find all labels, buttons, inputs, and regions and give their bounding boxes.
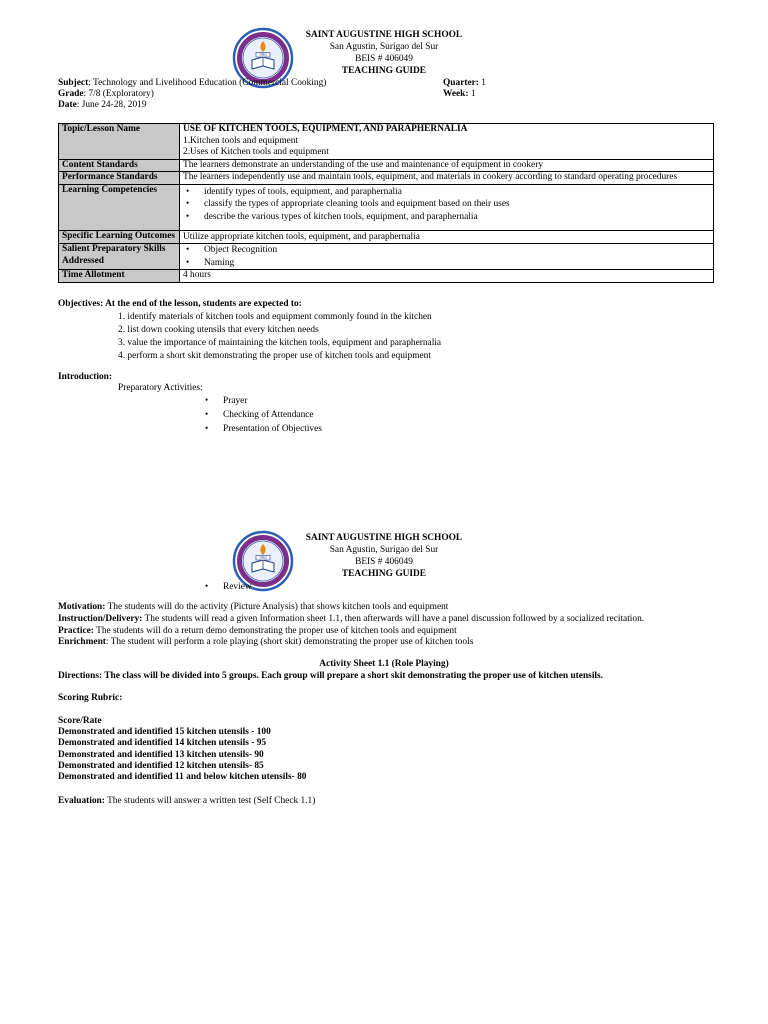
school-name: SAINT AUGUSTINE HIGH SCHOOL [305,533,463,543]
content-standards-value: The learners demonstrate an understanding of the use and maintenance of equipment in cookery [180,159,714,172]
table-row [59,159,714,172]
learning-competencies-list [180,184,714,230]
learning-competencies-label: Learning Competencies [59,184,180,230]
time-allotment-value: 4 hours [180,270,714,283]
rubric-item: Demonstrated and identified 12 kitchen utensils- 85 [58,761,264,771]
table-row [59,172,714,185]
school-address: San Agustin, Surigao del Sur [329,42,439,52]
learning-outcomes-value: Utilize appropriate kitchen tools, equipment, and paraphernalia [180,230,714,244]
table-row [59,124,714,160]
evaluation-line: Evaluation: The students will answer a written test (Self Check 1.1) [58,796,316,806]
svg-text:1961: 1961 [259,555,267,561]
objective-item: 4. perform a short skit demonstrating the proper use of kitchen tools and equipment [118,351,431,361]
topic-subitem: 1.Kitchen tools and equipment [183,135,299,146]
table-row [59,230,714,244]
list-item: • Checking of Attendance [205,408,314,421]
list-item: • identify types of tools, equipment, and paraphernalia [186,186,710,199]
grade-line: Grade: 7/8 (Exploratory) [58,89,154,99]
table-row [59,184,714,230]
lesson-details-table [58,123,714,283]
objective-item: 3. value the importance of maintaining the kitchen tools, equipment and paraphernalia [118,338,442,348]
rubric-item: Demonstrated and identified 14 kitchen utensils - 95 [58,738,267,748]
week-line: Week: 1 [443,89,476,99]
objective-item: 2. list down cooking utensils that every kitchen needs [118,325,319,335]
objective-item: 1. identify materials of kitchen tools and equipment commonly found in the kitchen [118,312,432,322]
quarter-line: Quarter: 1 [443,78,486,88]
subject-line: Subject: Technology and Livelihood Education (Commercial Cooking) [58,78,327,88]
list-item: • Presentation of Objectives [205,422,322,435]
performance-standards-value: The learners independently use and maintain tools, equipment, and materials in cookery according to standard operating procedures [180,172,714,185]
rubric-item: Demonstrated and identified 15 kitchen utensils - 100 [58,727,271,737]
practice-line: Practice: The students will do a return demo demonstrating the proper use of kitchen tools and equipment [58,626,457,636]
rubric-item: Demonstrated and identified 13 kitchen utensils- 90 [58,750,264,760]
time-allotment-label: Time Allotment [59,270,180,283]
topic-title: USE OF KITCHEN TOOLS, EQUIPMENT, AND PARAPHERNALIA [183,124,468,134]
beis-number: BEIS # 406049 [355,54,413,64]
list-item: • Review [205,580,252,593]
school-address: San Agustin, Surigao del Sur [329,545,439,555]
activity-directions: Directions: The class will be divided into 5 groups. Each group will prepare a short skit demonstrating the proper use of kitchen utensils. [58,671,604,681]
rubric-item: Demonstrated and identified 11 and below kitchen utensils- 80 [58,772,307,782]
preparatory-activities-label: Preparatory Activities: [118,383,203,393]
objectives-heading: Objectives: At the end of the lesson, students are expected to: [58,299,302,309]
score-heading: Score/Rate [58,716,102,726]
preparatory-skills-label: Salient Preparatory Skills Addressed [59,244,180,270]
topic-subitem: 2.Uses of Kitchen tools and equipment [183,147,329,157]
guide-title: TEACHING GUIDE [341,569,427,579]
learning-outcomes-label: Specific Learning Outcomes [59,230,180,244]
date-line: Date: June 24-28, 2019 [58,100,147,110]
enrichment-line: Enrichment: The student will perform a role playing (short skit) demonstrating the proper use of kitchen tools [58,637,474,647]
svg-text:1961: 1961 [259,52,267,58]
topic-cell [180,124,714,160]
activity-title: Activity Sheet 1.1 (Role Playing) [319,659,449,669]
preparatory-skills-list [180,244,714,270]
table-row [59,270,714,283]
list-item: • classify the types of appropriate cleaning tools and equipment based on their uses [186,198,710,211]
list-item: • describe the various types of kitchen tools, equipment, and paraphernalia [186,211,710,224]
list-item: • Naming [186,257,710,270]
instruction-line: Instruction/Delivery: The students will read a given Information sheet 1.1, then afterwards will have a panel discussion followed by a socialized recitation. [58,614,645,624]
performance-standards-label: Performance Standards [59,172,180,185]
table-row [59,244,714,270]
list-item: • Object Recognition [186,244,710,257]
introduction-heading: Introduction: [58,372,113,382]
topic-label: Topic/Lesson Name [59,124,180,160]
list-item: • Prayer [205,394,247,407]
motivation-line: Motivation: The students will do the activity (Picture Analysis) that shows kitchen tools and equipment [58,602,449,612]
school-name: SAINT AUGUSTINE HIGH SCHOOL [305,30,463,40]
rubric-heading: Scoring Rubric: [58,693,123,703]
beis-number: BEIS # 406049 [355,557,413,567]
content-standards-label: Content Standards [59,159,180,172]
guide-title: TEACHING GUIDE [341,66,427,76]
